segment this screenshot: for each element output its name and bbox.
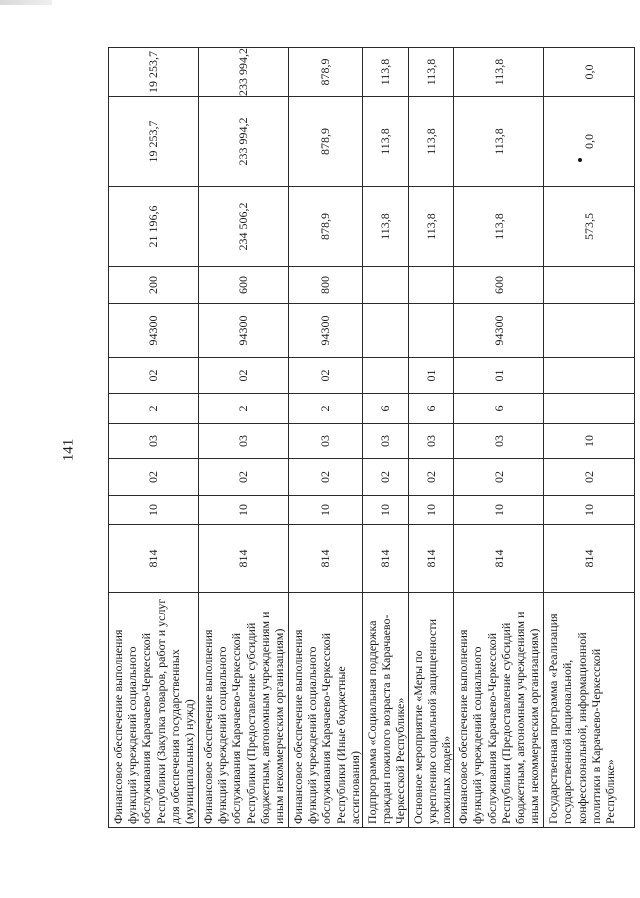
amount-year-2: 113,8 [408,97,454,187]
amount-year-3: 113,8 [454,48,544,97]
section-code: 10 [199,496,289,525]
amount-year-3: 113,8 [408,48,454,97]
table-row [109,48,199,828]
direction-code: 94300 [289,304,363,358]
amount-year-2: 0,0 [544,97,635,187]
activity-code: 02 [289,358,363,394]
section-code: 10 [408,496,454,525]
amount-year-1: 878,9 [289,187,363,267]
table-row [363,48,409,828]
subsection-code: 02 [363,459,409,496]
row-description: Финансовое обеспечение выполнения функций учреждений социального обслуживания Карачаево-Черкесской Республики (Иные бюджетные ассигнования) [289,593,363,828]
table-row [289,48,363,828]
ministry-code: 814 [199,525,289,593]
direction-code: 94300 [199,304,289,358]
expense-type-code: 200 [109,267,199,304]
table-row [544,48,635,828]
activity-code: 02 [199,358,289,394]
amount-year-1: 573,5 [544,187,635,267]
amount-year-2: 878,9 [289,97,363,187]
table-row [454,48,544,828]
program-code: 03 [408,424,454,459]
amount-year-3: 0,0 [544,48,635,97]
subprogram-code: 6 [454,394,544,424]
amount-year-3: 113,8 [363,48,409,97]
subsection-code: 02 [199,459,289,496]
amount-year-2: 113,8 [454,97,544,187]
direction-code [363,304,409,358]
subprogram-code [544,394,635,424]
budget-table [108,47,635,828]
rotated-table-frame [108,48,618,828]
amount-year-1: 21 196,6 [109,187,199,267]
subprogram-code: 6 [408,394,454,424]
direction-code [408,304,454,358]
activity-code [544,358,635,394]
amount-year-2: 233 994,2 [199,97,289,187]
ministry-code: 814 [289,525,363,593]
table-row [408,48,454,828]
amount-year-3: 19 253,7 [109,48,199,97]
program-code: 03 [199,424,289,459]
direction-code: 94300 [454,304,544,358]
row-description: Государственная программа «Реализация государственной национальной, конфессиональной, информационной политики в Карачаево-Черкесской Республике» [544,593,635,828]
scan-artifact [0,0,52,5]
activity-code: 02 [109,358,199,394]
section-code: 10 [289,496,363,525]
amount-year-3: 233 994,2 [199,48,289,97]
expense-type-code: 600 [454,267,544,304]
expense-type-code: 800 [289,267,363,304]
expense-type-code [544,267,635,304]
subsection-code: 02 [109,459,199,496]
program-code: 03 [363,424,409,459]
amount-year-1: 234 506,2 [199,187,289,267]
ministry-code: 814 [109,525,199,593]
subsection-code: 02 [408,459,454,496]
amount-year-1: 113,8 [363,187,409,267]
ministry-code: 814 [544,525,635,593]
subsection-code: 02 [289,459,363,496]
amount-year-2: 19 253,7 [109,97,199,187]
program-code: 03 [289,424,363,459]
program-code: 03 [109,424,199,459]
section-code: 10 [363,496,409,525]
amount-year-1: 113,8 [454,187,544,267]
section-code: 10 [109,496,199,525]
activity-code: 01 [454,358,544,394]
row-description: Финансовое обеспечение выполнения функций учреждений социального обслуживания Карачаево-Черкесской Республики (Предоставление субсидий бюджетным, автономным учреждениям и иным некоммерческим организациям) [454,593,544,828]
amount-year-3: 878,9 [289,48,363,97]
section-code: 10 [454,496,544,525]
row-description: Основное мероприятие «Меры по укреплению социальной защищенности пожилых людей» [408,593,454,828]
row-description: Финансовое обеспечение выполнения функций учреждений социального обслуживания Карачаево-Черкесской Республики (Предоставление субсидий бюджетным, автономным учреждениям и иным некоммерческим организациям) [199,593,289,828]
subprogram-code: 2 [199,394,289,424]
section-code: 10 [544,496,635,525]
subsection-code: 02 [544,459,635,496]
ministry-code: 814 [408,525,454,593]
expense-type-code [408,267,454,304]
subprogram-code: 6 [363,394,409,424]
ministry-code: 814 [454,525,544,593]
row-description: Финансовое обеспечение выполнения функций учреждений социального обслуживания Карачаево-Черкесской Республики (Закупка товаров, работ и услуг для обеспечения государственных (муниципальных) нужд) [109,593,199,828]
scan-dot [578,158,582,162]
activity-code [363,358,409,394]
program-code: 03 [454,424,544,459]
program-code: 10 [544,424,635,459]
subprogram-code: 2 [289,394,363,424]
expense-type-code: 600 [199,267,289,304]
page-number: 141 [60,438,77,462]
subsection-code: 02 [454,459,544,496]
direction-code [544,304,635,358]
subprogram-code: 2 [109,394,199,424]
expense-type-code [363,267,409,304]
amount-year-2: 113,8 [363,97,409,187]
amount-year-1: 113,8 [408,187,454,267]
direction-code: 94300 [109,304,199,358]
table-row [199,48,289,828]
row-description: Подпрограмма «Социальная поддержка граждан пожилого возраста в Карачаево-Черкесской Республике» [363,593,409,828]
ministry-code: 814 [363,525,409,593]
activity-code: 01 [408,358,454,394]
